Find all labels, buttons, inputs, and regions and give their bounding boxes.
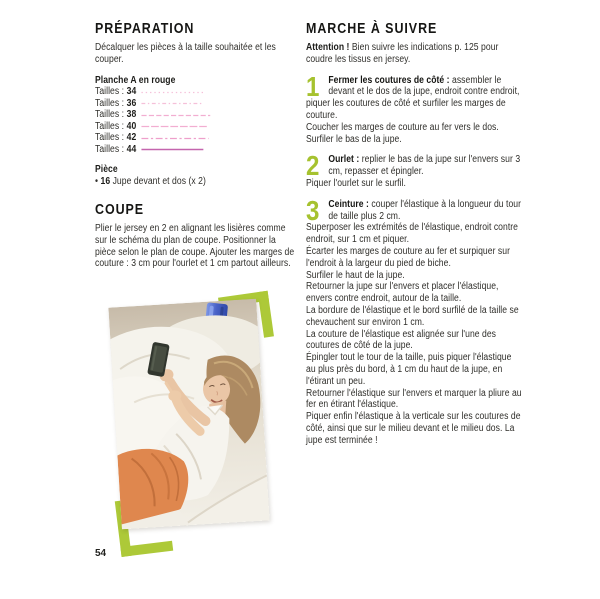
- size-line-36: [141, 101, 205, 106]
- size-line-38: [141, 113, 212, 118]
- step-3-extra: Épingler tout le tour de la taille, puis piquer l'élastique au plus près du bord, à 1 cm du haut de la jupe, en l'étirant un peu.: [306, 352, 512, 387]
- size-line-44: [141, 147, 205, 152]
- piece-label: Jupe devant et dos (x 2): [110, 176, 206, 188]
- section-marche-a-suivre: [306, 21, 524, 447]
- step-2: [306, 150, 523, 189]
- step-3-extra: La couture de l'élastique est alignée sur l'une des coutures de côté de la jupe.: [306, 328, 497, 352]
- marche-title: MARCHE À SUIVRE: [306, 21, 438, 37]
- size-row-36: Tailles : 36: [95, 98, 293, 110]
- step-3-extra: Retourner l'élastique sur l'envers et marquer la pliure au fer en étirant l'élastique.: [306, 387, 522, 411]
- piece-item: [95, 176, 293, 188]
- photo-illustration: [108, 299, 269, 530]
- step-1-number: 1: [306, 70, 320, 102]
- size-row-42: Tailles : 42: [95, 132, 293, 144]
- page-number: 54: [95, 548, 107, 559]
- step-3: [306, 194, 523, 447]
- attention-label: Attention !: [306, 42, 350, 53]
- step-1-text: Fermer les coutures de côté : assembler le devant et le dos de la jupe, endroit contre endroit, piquer les coutures de côté et surfiler les marges de couture.: [306, 74, 520, 121]
- size-line-42: [141, 136, 210, 141]
- step-3-number: 3: [306, 194, 320, 226]
- piece-title: Pièce: [95, 164, 118, 176]
- step-2-number: 2: [306, 150, 320, 182]
- step-2-text: Ourlet : replier le bas de la jupe sur l'envers sur 3 cm, repasser et épingler.: [328, 154, 521, 178]
- step-3-extra: Superposer les extrémités de l'élastique, endroit contre endroit, sur 1 cm et piquer.: [306, 222, 519, 246]
- step-3-extra: Retourner la jupe sur l'envers et placer l'élastique, envers contre endroit, autour de la taille.: [306, 281, 499, 305]
- preparation-title: PRÉPARATION: [95, 21, 195, 37]
- coupe-title: COUPE: [95, 202, 145, 218]
- step-1: [306, 70, 523, 146]
- piece-number: 16: [100, 176, 111, 188]
- step-2-extra: Piquer l'ourlet sur le surfil.: [306, 177, 406, 189]
- attention-note: Attention ! Bien suivre les indications p. 125 pour coudre les tissus en jersey.: [306, 42, 499, 65]
- step-1-extra: Coucher les marges de couture au fer vers le dos.: [306, 121, 499, 133]
- step-3-extra: Piquer enfin l'élastique à la verticale sur les coutures de côté, ainsi que sur le milieu devant et le milieu dos. La jupe est terminée !: [306, 411, 521, 446]
- size-line-40: [141, 124, 208, 129]
- size-row-38: Tailles : 38: [95, 109, 293, 121]
- step-3-extra: Écarter les marges de couture au fer et surpiquer sur l'endroit à la largeur du pied de biche.: [306, 245, 511, 269]
- size-row-40: Tailles : 40: [95, 121, 293, 133]
- size-row-34: Tailles : 34: [95, 86, 293, 98]
- step-1-extra: Surfiler le bas de la jupe.: [306, 133, 402, 145]
- bullet: •: [95, 176, 101, 188]
- photo-woman-orange-skirt: [108, 299, 269, 530]
- planche-title: Planche A en rouge: [95, 74, 176, 86]
- preparation-intro: Décalquer les pièces à la taille souhaitée et les couper.: [95, 42, 276, 65]
- size-row-44: Tailles : 44: [95, 144, 293, 156]
- size-line-34: [141, 90, 205, 95]
- coupe-body: Plier le jersey en 2 en alignant les lisières comme sur le schéma du plan de coupe. Positionner la pièce selon le plan de coupe. Ajouter les marges de couture : 3 cm pour l'ourlet et 1 cm partout ailleurs.: [95, 223, 295, 270]
- section-coupe: [95, 202, 295, 270]
- sizes-list: [95, 86, 293, 155]
- step-3-extra: Surfiler le haut de la jupe.: [306, 269, 405, 281]
- step-3-text: Ceinture : couper l'élastique à la longueur du tour de taille plus 2 cm.: [328, 198, 522, 222]
- section-preparation: [95, 21, 295, 188]
- step-3-extra: La bordure de l'élastique et le bord surfilé de la taille se chevauchent sur environ 1 cm.: [306, 304, 519, 328]
